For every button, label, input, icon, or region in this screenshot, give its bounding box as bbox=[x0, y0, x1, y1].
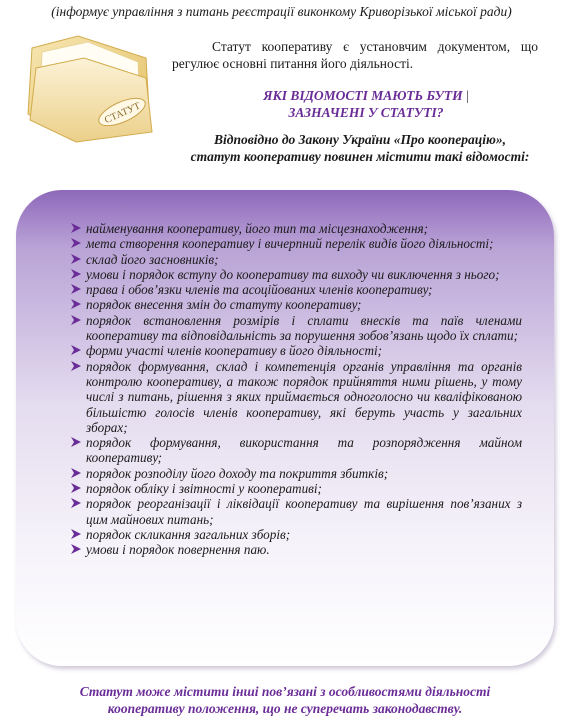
footer-note: Статут може містити інші пов’язані з особливостями діяльності кооперативу положення, що не суперечать законодавству. bbox=[79, 684, 491, 716]
list-item-text: порядок розподілу його доходу та покриття збитків; bbox=[86, 465, 389, 481]
list-item-text: порядок скликання загальних зборів; bbox=[86, 526, 291, 542]
list-item-text: порядок встановлення розмірів і сплати внесків та паїв членами кооперативу та відповідальність за порушення зобов’язань щодо їх сплати; bbox=[86, 312, 522, 344]
list-item-text: найменування кооперативу, його тип та місцезнаходження; bbox=[86, 221, 429, 236]
question-line-2: ЗАЗНАЧЕНІ У СТАТУТІ? bbox=[288, 105, 444, 120]
list-item bbox=[68, 221, 522, 236]
list-item-text: умови і порядок повернення паю. bbox=[86, 542, 270, 558]
list-item bbox=[68, 359, 522, 435]
list-item-text: склад його засновників; bbox=[86, 251, 219, 267]
list-item-text: умови і порядок вступу до кооперативу та виходу чи виключення з нього; bbox=[86, 266, 500, 282]
list-item bbox=[68, 297, 522, 312]
list-item-text: порядок обліку і звітності у кооперативі; bbox=[86, 481, 322, 497]
text-cursor-separator: | bbox=[466, 88, 469, 103]
arrow-bullet-icon bbox=[70, 222, 82, 234]
folder-label: СТАТУТ bbox=[103, 100, 143, 127]
list-item bbox=[68, 527, 522, 542]
arrow-bullet-icon bbox=[70, 283, 82, 295]
list-item bbox=[68, 496, 522, 527]
arrow-bullet-icon bbox=[70, 467, 82, 479]
list-item-text: порядок реорганізації і ліквідації кооперативу та вирішення пов’язаних з цим майнових питань; bbox=[86, 496, 522, 527]
list-item-text: порядок формування, склад і компетенція органів управління та органів контролю кооперативу, а також порядок прийняття ними рішень, у тому числі з питань, рішення з яких приймається одноголосно чи кваліфікованою більшістю голосів членів кооперативу, які беруть участь у загальних зборах; bbox=[86, 358, 522, 435]
list-item bbox=[68, 313, 522, 344]
arrow-bullet-icon bbox=[70, 237, 82, 249]
arrow-bullet-icon bbox=[70, 497, 82, 509]
list-item-text: права і обов’язки членів та асоційованих членів кооперативу; bbox=[86, 282, 433, 298]
list-item bbox=[68, 236, 522, 251]
question-line-1: ЯКІ ВІДОМОСТІ МАЮТЬ БУТИ bbox=[263, 88, 463, 103]
arrow-bullet-icon bbox=[70, 436, 82, 448]
list-item bbox=[68, 267, 522, 282]
list-item bbox=[68, 481, 522, 496]
list-item bbox=[68, 252, 522, 267]
list-item bbox=[68, 542, 522, 557]
document-folder-icon bbox=[18, 28, 166, 144]
arrow-bullet-icon bbox=[70, 298, 82, 310]
list-item bbox=[68, 282, 522, 297]
lead-text: Відповідно до Закону України «Про кооперацію», статут кооперативу повинен містити такі відомості: bbox=[190, 132, 530, 164]
arrow-bullet-icon bbox=[70, 344, 82, 356]
header-note: (інформує управління з питань реєстрації виконкому Криворізької міської ради) bbox=[51, 4, 512, 19]
list-item bbox=[68, 435, 522, 466]
list-item-text: форми участі членів кооперативу в його діяльності; bbox=[86, 343, 383, 359]
list-item-text: порядок внесення змін до статуту кооперативу; bbox=[86, 297, 362, 313]
arrow-bullet-icon bbox=[70, 253, 82, 265]
arrow-bullet-icon bbox=[70, 482, 82, 494]
requirements-list bbox=[68, 221, 522, 558]
list-item bbox=[68, 466, 522, 481]
arrow-bullet-icon bbox=[70, 314, 82, 326]
question-heading bbox=[226, 87, 506, 121]
arrow-bullet-icon bbox=[70, 543, 82, 555]
arrow-bullet-icon bbox=[70, 360, 82, 372]
list-item bbox=[68, 343, 522, 358]
intro-text: Статут кооперативу є установчим документом, що регулює основні питання його діяльності. bbox=[172, 39, 538, 71]
list-item-text: мета створення кооперативу і вичерпний перелік видів його діяльності; bbox=[86, 236, 494, 252]
arrow-bullet-icon bbox=[70, 268, 82, 280]
arrow-bullet-icon bbox=[70, 528, 82, 540]
list-item-text: порядок формування, використання та розпорядження майном кооперативу; bbox=[86, 435, 522, 466]
